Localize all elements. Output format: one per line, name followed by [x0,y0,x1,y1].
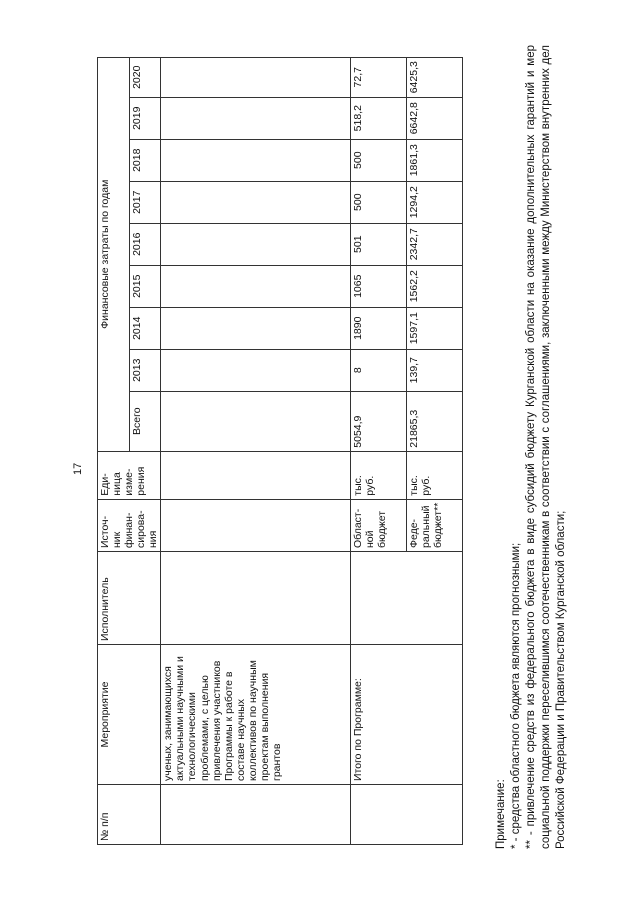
header-year-2017: 2017 [129,181,161,223]
total-label: Итого по Программе: [351,645,463,785]
header-year-2015: 2015 [129,265,161,307]
row-value: 6642,8 [407,97,463,139]
table-row [351,57,407,844]
page-number: 17 [72,462,84,475]
row-source: Феде-ральный бюджет** [407,499,463,551]
row-value: 2342,7 [407,223,463,265]
cont-unit-cell [161,451,351,499]
header-unit: Еди-ница изме-рения [98,451,161,499]
row-value: 1861,3 [407,139,463,181]
cont-executor-cell [161,552,351,645]
header-executor: Исполнитель [98,552,161,645]
cont-source-cell [161,499,351,551]
header-year-2020: 2020 [129,57,161,97]
row-value: 72,7 [351,57,407,97]
header-financing: Финансовые затраты по годам [98,57,130,451]
cont-empty-cell [161,97,351,139]
row-unit: тыс. руб. [407,451,463,499]
row-value: 500 [351,181,407,223]
cont-num-cell [161,785,351,845]
cont-empty-cell [161,223,351,265]
row-value: 6425,3 [407,57,463,97]
note-item: ** - привлечение средств из федерального бюджета в виде субсидий бюджету Курганской области на оказание дополнительных гарантий и мер социальной поддержки переселившимся соотечественникам в соответствии с соглашениями, заключенными между Министерством внутренних дел Российской Федерации и Правительством Курганской области; [524,45,567,849]
note-item: * - средства областного бюджета являются прогнозными; [509,542,522,849]
row-source: Област-ной бюджет [351,499,407,551]
row-value: 1562,2 [407,265,463,307]
row-value: 5054,9 [351,391,407,451]
cont-empty-cell [161,139,351,181]
header-year-2016: 2016 [129,223,161,265]
notes-block [494,45,569,857]
cont-empty-cell [161,391,351,451]
row-value: 500 [351,139,407,181]
row-unit: тыс. руб. [351,451,407,499]
header-year-2013: 2013 [129,349,161,391]
row-value: 1294,2 [407,181,463,223]
cont-empty-cell [161,349,351,391]
cont-empty-cell [161,181,351,223]
header-event: Мероприятие [98,645,161,785]
row-value: 21865,3 [407,391,463,451]
row-value: 1065 [351,265,407,307]
continuation-text: ученых, занимающихся актуальными научными и технологическими проблемами, с целью привлечения участников Программы к работе в составе научных коллективов по научным проектам выполнения грантов [161,645,351,785]
row-value: 1597,1 [407,307,463,349]
total-executor-cell [351,552,463,645]
cont-empty-cell [161,307,351,349]
header-num: № п/п [98,785,161,845]
row-value: 8 [351,349,407,391]
row-value: 518,2 [351,97,407,139]
notes-title: Примечание: [495,779,507,849]
cont-empty-cell [161,265,351,307]
row-value: 139,7 [407,349,463,391]
total-num-cell [351,785,463,845]
header-year-2019: 2019 [129,97,161,139]
header-year-2018: 2018 [129,139,161,181]
row-value: 501 [351,223,407,265]
header-year-2014: 2014 [129,307,161,349]
header-source: Источ-ник финан-сирова-ния [98,499,161,551]
row-value: 1890 [351,307,407,349]
cont-empty-cell [161,57,351,97]
header-year-total: Всего [129,391,161,451]
budget-table [97,57,463,845]
